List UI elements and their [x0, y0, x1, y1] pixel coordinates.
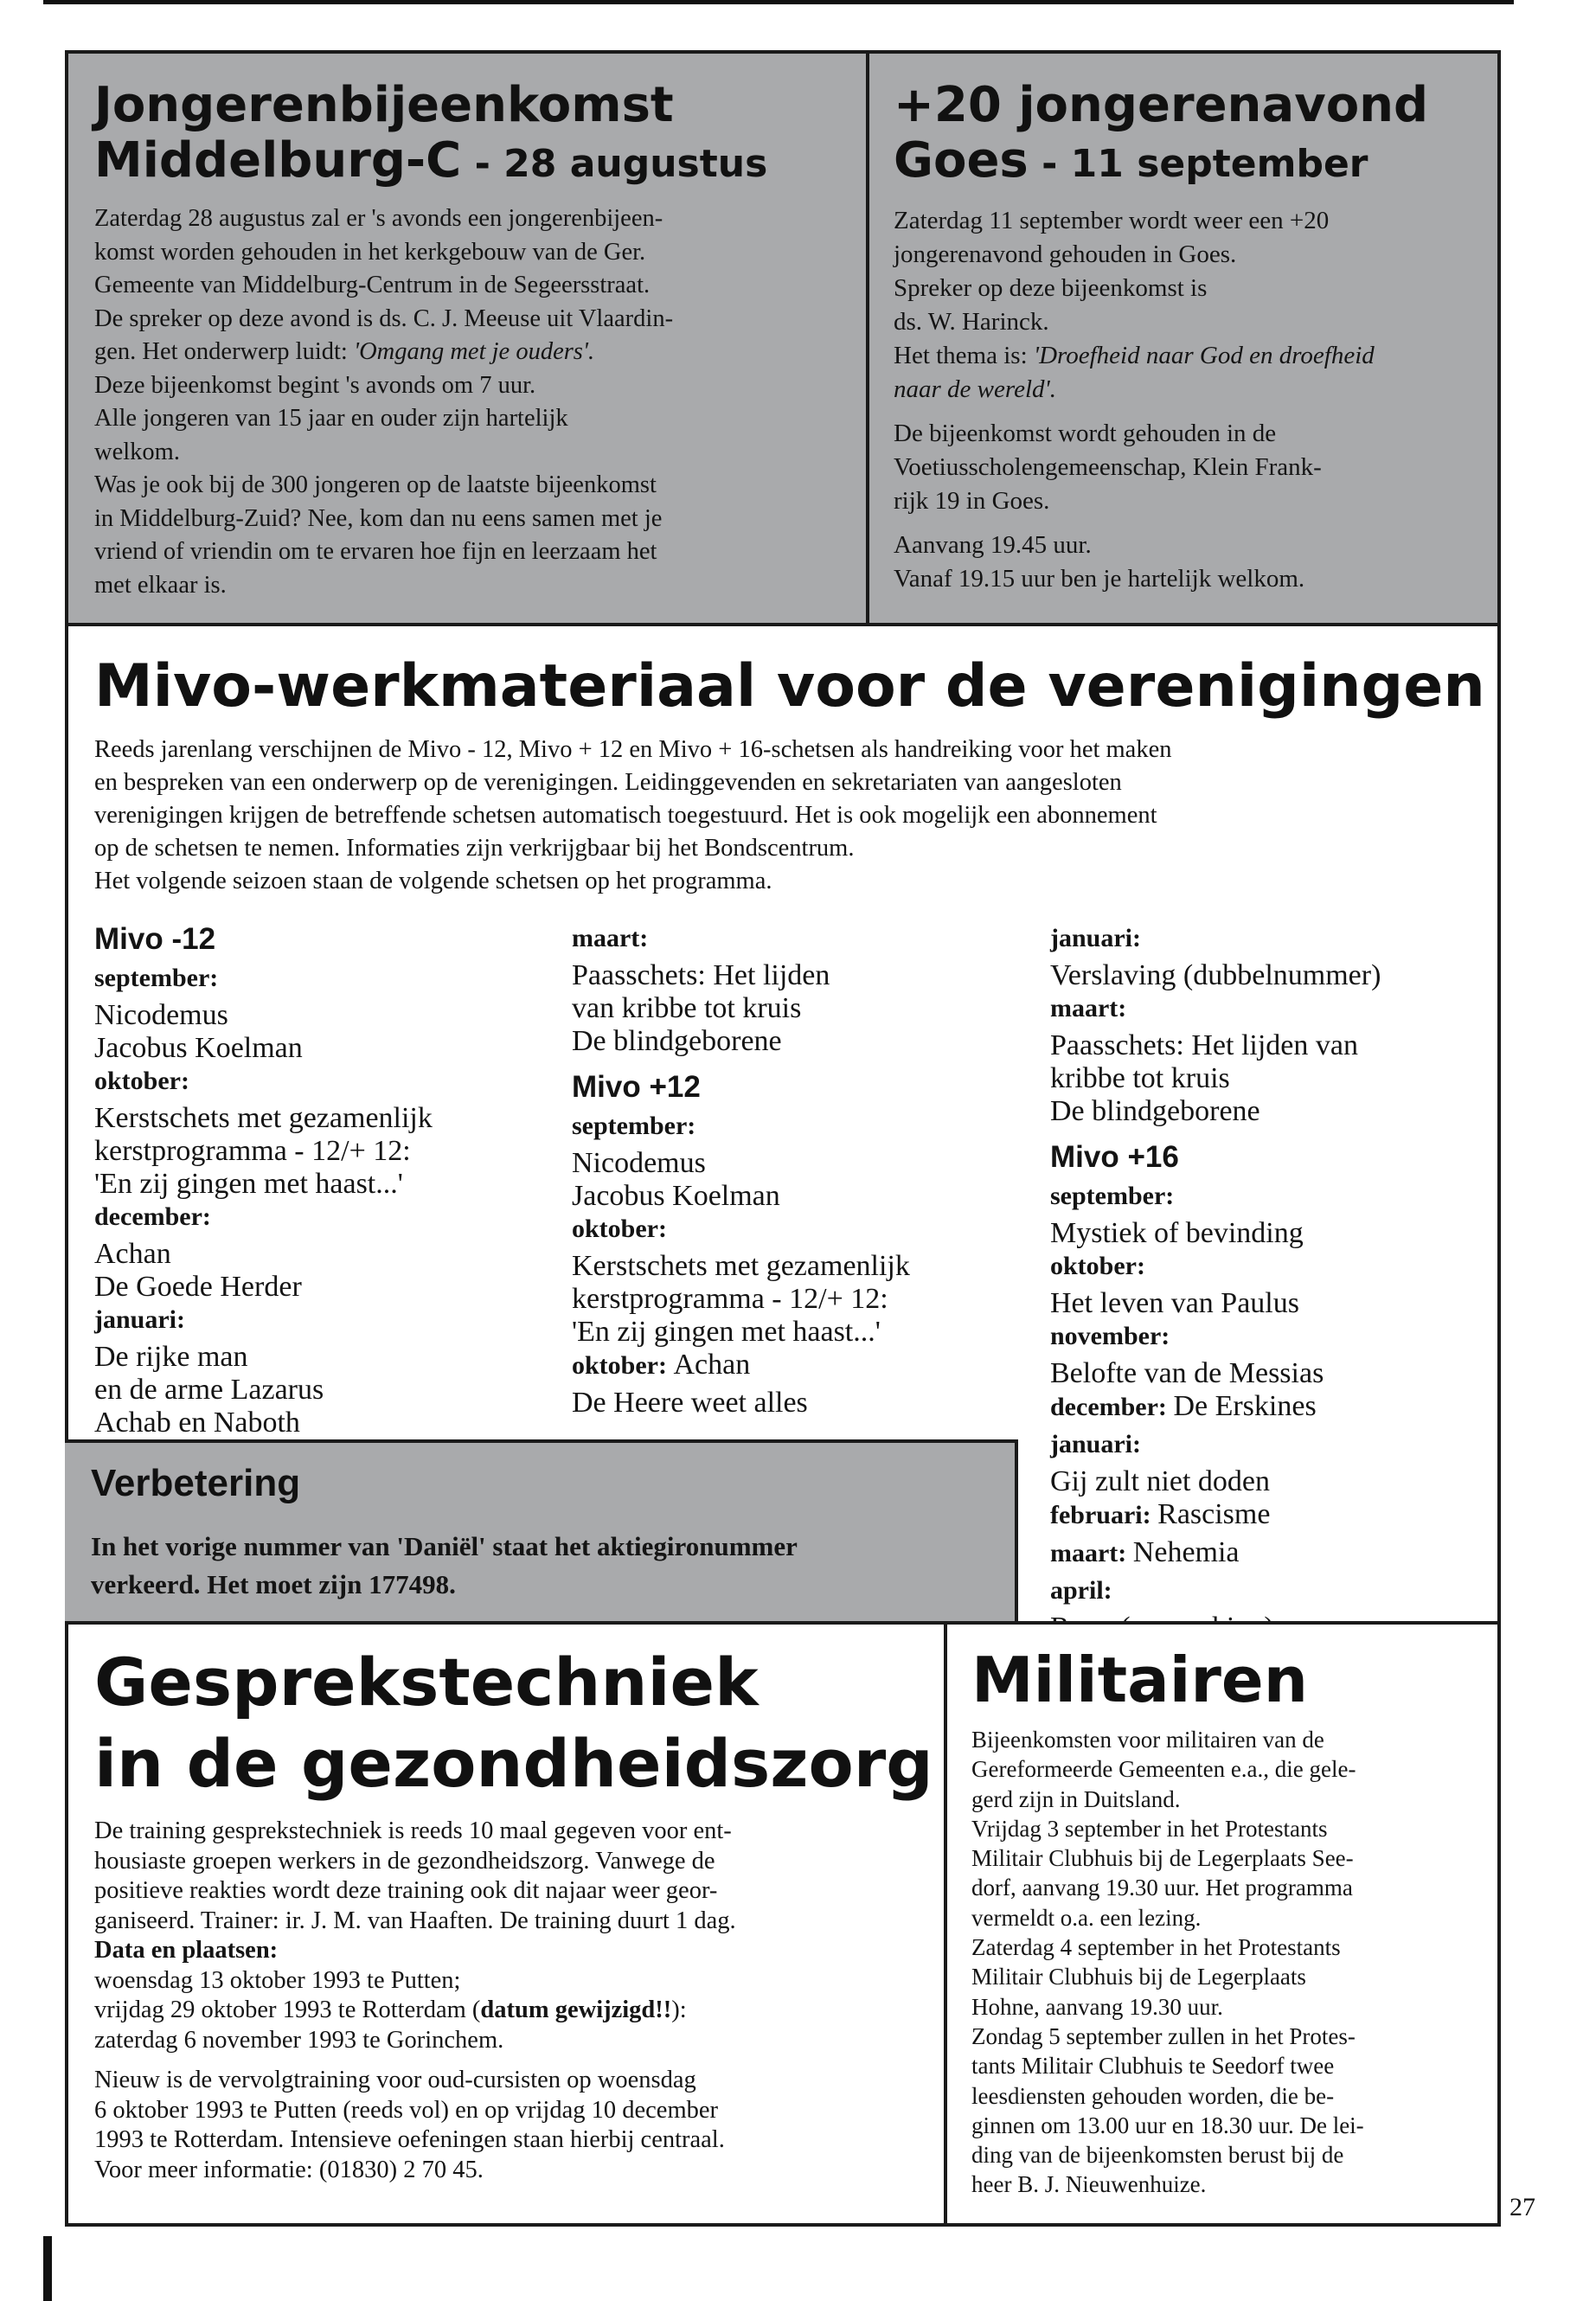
mivo-plus12-line: Jacobus Koelman — [572, 1180, 780, 1212]
mivo-plus16-line: Belofte van de Messias — [1050, 1357, 1324, 1389]
left-edge-bar — [43, 2236, 52, 2301]
mivo-min12-cont-line: De blindgeborene — [572, 1025, 782, 1057]
mivo-min12-cont-line: Paasschets: Het lijden — [572, 959, 830, 991]
mivo-plus16-line: februari: Rascisme — [1050, 1498, 1271, 1530]
mivo-plus16-line: januari: — [1050, 1430, 1141, 1458]
goes-title: +20 jongerenavond Goes - 11 september — [894, 77, 1429, 189]
militairen-box — [944, 1621, 1501, 2227]
goes-body: Zaterdag 11 september wordt weer een +20 jongerenavond gehouden in Goes. Spreker op deze bijeenkomst is ds. W. Harinck. Het thema is: 'Droefheid naar God en droefheid naar de wereld'. De bijeenkomst wordt gehouden in de Voetiusscholengemeenschap, Klein Frank- rijk 19 in Goes. Aanvang 19.45 uur. Vanaf 19.15 uur ben je hartelijk welkom. — [894, 207, 1375, 593]
mivo-min12-line: Achan — [94, 1238, 171, 1270]
mivo-min12-cont-line: maart: — [572, 924, 649, 952]
mivo-column-2 — [572, 922, 1022, 1420]
mivo-plus16-line: oktober: — [1050, 1252, 1145, 1280]
mivo-plus12-line: oktober: — [572, 1215, 667, 1243]
page-number: 27 — [1509, 2193, 1535, 2221]
mivo-plus16-line: september: — [1050, 1182, 1175, 1210]
mivo-plus12-line: september: — [572, 1112, 696, 1140]
mivo-plus12-cont-line: Verslaving (dubbelnummer) — [1050, 959, 1381, 991]
mivo-title: Mivo-werkmateriaal voor de verenigingen — [94, 652, 1485, 721]
mivo-column-3 — [1050, 922, 1483, 1644]
top-rule — [43, 0, 1514, 4]
verbetering-title: Verbetering — [91, 1462, 301, 1504]
mivo-min12-line: Kerstschets met gezamenlijk — [94, 1102, 433, 1134]
middelburg-box — [65, 50, 869, 626]
mivo-min12-line: december: — [94, 1202, 211, 1231]
mivo-min12-line: De Goede Herder — [94, 1271, 302, 1303]
mivo-plus12-line: Kerstschets met gezamenlijk — [572, 1250, 910, 1282]
mivo-plus16-line: Gij zult niet doden — [1050, 1465, 1271, 1497]
mivo-min12-line: oktober: — [94, 1067, 189, 1095]
mivo-min12-line: Jacobus Koelman — [94, 1032, 303, 1064]
mivo-plus16-heading: Mivo +16 — [1050, 1140, 1179, 1174]
mivo-plus12-cont-line: Paasschets: Het lijden van — [1050, 1029, 1358, 1061]
gesprek-body: De training gesprekstechniek is reeds 10 maal gegeven voor ent- housiaste groepen werkers in de gezondheidszorg. Vanwege de positieve reakties wordt deze training ook dit najaar weer geor- ganiseerd. Trainer: ir. J. M. van Haaften. De training duurt 1 dag. Data en plaatsen: woensdag 13 oktober 1993 te Putten; vrijdag 29 oktober 1993 te Rotterdam (datum gewijzigd!!): zaterdag 6 november 1993 te Gorinchem. Nieuw is de vervolgtraining voor oud-cursisten op woensdag 6 oktober 1993 te Putten (reeds vol) en op vrijdag 10 december 1993 te Rotterdam. Intensieve oefeningen staan hierbij centraal. Voor meer informatie: (01830) 2 70 45. — [94, 1817, 736, 2183]
mivo-plus12-heading: Mivo +12 — [572, 1070, 701, 1104]
verbetering-text: In het vorige nummer van 'Daniël' staat het aktiegironummer verkeerd. Het moet zijn 177498. — [91, 1531, 798, 1599]
mivo-intro: Reeds jarenlang verschijnen de Mivo - 12, Mivo + 12 en Mivo + 16-schetsen als handreiking voor het maken en bespreken van een onderwerp op de verenigingen. Leidinggevenden en sekretariaten van aangesloten verenigingen krijgen de betreffende schetsen automatisch toegestuurd. Het is ook mogelijk een abonnement op de schetsen te nemen. Informaties zijn verkrijgbaar bij het Bondscentrum. Het volgende seizoen staan de volgende schetsen op het programma. — [94, 736, 1172, 894]
mivo-min12-line: januari: — [94, 1305, 185, 1334]
mivo-min12-line: en de arme Lazarus — [94, 1374, 324, 1406]
mivo-min12-line: Achab en Naboth — [94, 1407, 300, 1439]
mivo-min12-line: september: — [94, 964, 219, 992]
verbetering-box — [65, 1439, 1018, 1621]
mivo-plus16-line: Het leven van Paulus — [1050, 1287, 1299, 1319]
gesprek-box — [65, 1621, 947, 2227]
mivo-plus16-line: Mystiek of bevinding — [1050, 1217, 1304, 1249]
goes-box — [866, 50, 1501, 626]
mivo-min12-line: Nicodemus — [94, 999, 228, 1031]
mivo-plus12-line: 'En zij gingen met haast...' — [572, 1316, 881, 1348]
mivo-plus16-line: november: — [1050, 1322, 1170, 1350]
mivo-plus12-line: De Heere weet alles — [572, 1387, 808, 1419]
mivo-plus16-line: maart: Nehemia — [1050, 1536, 1240, 1568]
mivo-min12-line: De rijke man — [94, 1341, 248, 1373]
mivo-plus16-line: april: — [1050, 1576, 1112, 1605]
middelburg-title: Jongerenbijeenkomst Middelburg-C - 28 augustus — [94, 77, 768, 189]
mivo-column-1 — [94, 922, 579, 1439]
mivo-plus12-cont-line: kribbe tot kruis — [1050, 1062, 1230, 1094]
mivo-min12-line: 'En zij gingen met haast...' — [94, 1168, 403, 1200]
gesprek-title: Gesprekstechniek in de gezondheidszorg — [94, 1644, 933, 1802]
militairen-text: Bijeenkomsten voor militairen van de Gereformeerde Gemeenten e.a., die gele- gerd zijn in Duitsland. Vrijdag 3 september in het Protestants Militair Clubhuis bij de Legerplaats See- dorf, aanvang 19.30 uur. Het programma vermeldt o.a. een lezing. Zaterdag 4 september in het Protestants Militair Clubhuis bij de Legerplaats Hohne, aanvang 19.30 uur. Zondag 5 september zullen in het Protes- tants Militair Clubhuis te Seedorf twee leesdiensten gehouden worden, die be- ginnen om 13.00 uur en 18.30 uur. De lei- ding van de bijeenkomsten berust bij de heer B. J. Nieuwenhuize. — [971, 1727, 1364, 2198]
mivo-plus16-line: december: De Erskines — [1050, 1390, 1317, 1422]
militairen-title: Militairen — [971, 1644, 1308, 1716]
mivo-plus12-line: oktober: Achan — [572, 1349, 751, 1381]
mivo-plus12-cont-line: De blindgeborene — [1050, 1095, 1260, 1127]
mivo-plus12-line: kerstprogramma - 12/+ 12: — [572, 1283, 888, 1315]
mivo-plus12-line: Nicodemus — [572, 1147, 706, 1179]
mivo-plus12-cont-line: januari: — [1050, 924, 1141, 952]
mivo-plus12-cont-line: maart: — [1050, 994, 1127, 1022]
mivo-min12-cont-line: van kribbe tot kruis — [572, 992, 802, 1024]
mivo-min12-line: kerstprogramma - 12/+ 12: — [94, 1135, 411, 1167]
middelburg-body: Zaterdag 28 augustus zal er 's avonds een jongerenbijeen- komst worden gehouden in het kerkgebouw van de Ger. Gemeente van Middelburg-Centrum in de Segeersstraat. De spreker op deze avond is ds. C. J. Meeuse uit Vlaardin- gen. Het onderwerp luidt: 'Omgang met je ouders'. Deze bijeenkomst begint 's avonds om 7 uur. Alle jongeren van 15 jaar en ouder zijn hartelijk welkom. Was je ook bij de 300 jongeren op de laatste bijeenkomst in Middelburg-Zuid? Nee, kom dan nu eens samen met je vriend of vriendin om te ervaren hoe fijn en leerzaam het met elkaar is. — [94, 205, 674, 599]
mivo-min12-heading: Mivo -12 — [94, 922, 216, 956]
